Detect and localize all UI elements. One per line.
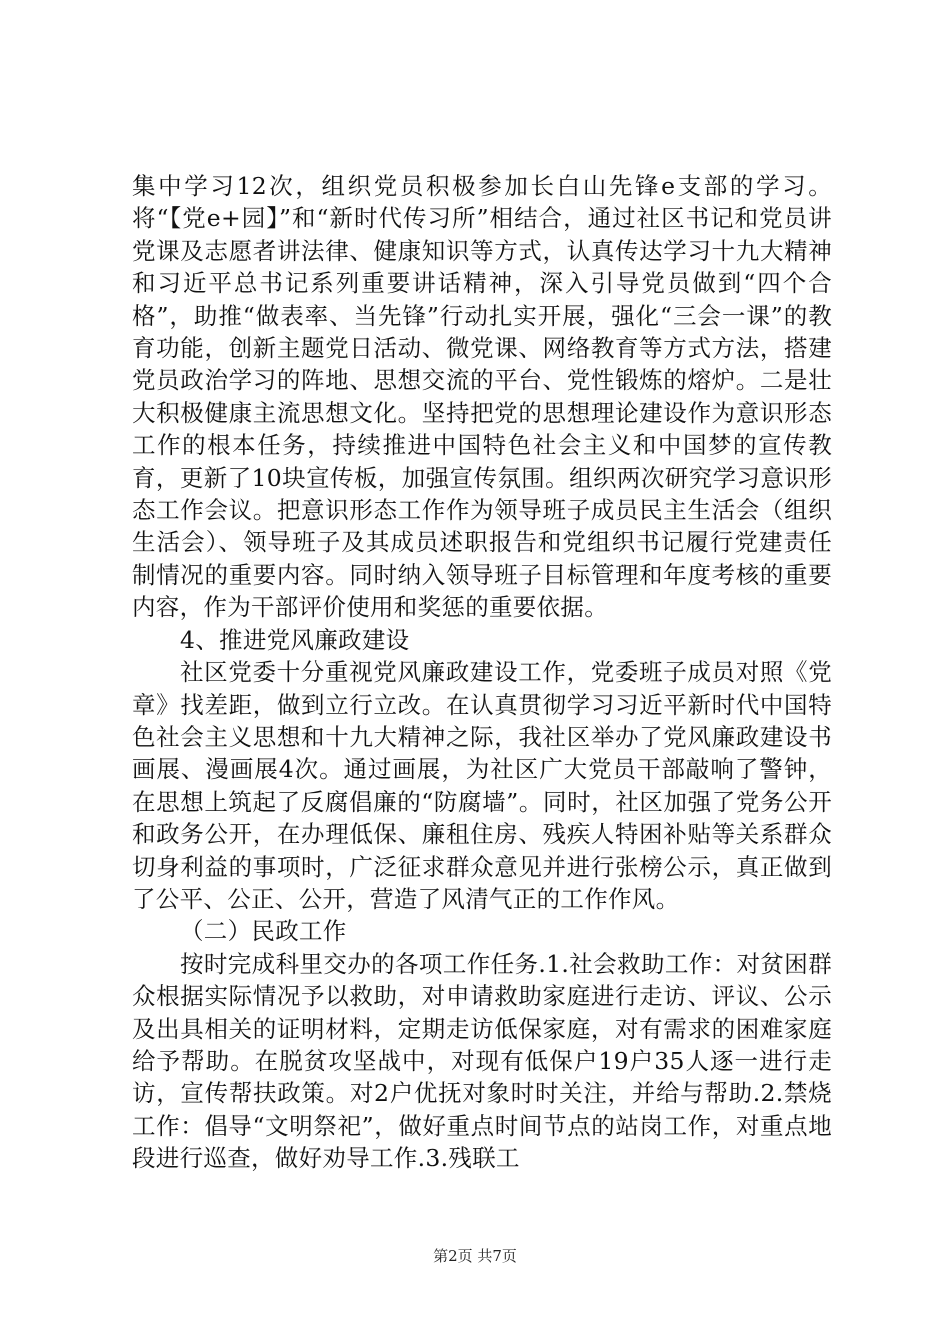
page-number-footer: 第2页 共7页 bbox=[433, 1247, 517, 1265]
paragraph-integrity-building: 社区党委十分重视党风廉政建设工作，党委班子成员对照《党章》找差距，做到立行立改。在认真贯彻学习习近平新时代中国特色社会主义思想和十九大精神之际，我社区举办了党风廉政建设书画展、漫画展4次。通过画展，为社区广大党员干部敲响了警钟，在思想上筑起了反腐倡廉的“防腐墙”。同时，社区加强了党务公开和政务公开，在办理低保、廉租住房、残疾人特困补贴等关系群众切身利益的事项时，广泛征求群众意见并进行张榜公示，真正做到了公平、公正、公开，营造了风清气正的工作作风。 bbox=[132, 658, 832, 913]
section-heading-integrity: 4、推进党风廉政建设 bbox=[180, 625, 410, 654]
section-heading-civil-affairs: （二）民政工作 bbox=[180, 917, 347, 946]
paragraph-study-and-ideology: 集中学习12次，组织党员积极参加长白山先锋e支部的学习。将“【党e+园】”和“新时代传习所”相结合，通过社区书记和党员讲党课及志愿者讲法律、健康知识等方式，认真传达学习十九大精神和习近平总书记系列重要讲话精神，深入引导党员做到“四个合格”，助推“做表率、当先锋”行动扎实开展，强化“三会一课”的教育功能，创新主题党日活动、微党课、网络教育等方式方法，搭建党员政治学习的阵地、思想交流的平台、党性锻炼的熔炉。二是壮大积极健康主流思想文化。坚持把党的思想理论建设作为意识形态工作的根本任务，持续推进中国特色社会主义和中国梦的宣传教育，更新了10块宣传板，加强宣传氛围。组织两次研究学习意识形态工作会议。把意识形态工作作为领导班子成员民主生活会（组织生活会）、领导班子及其成员述职报告和党组织书记履行党建责任制情况的重要内容。同时纳入领导班子目标管理和年度考核的重要内容，作为干部评价使用和奖惩的重要依据。 bbox=[132, 172, 832, 622]
paragraph-civil-affairs: 按时完成科里交办的各项工作任务.1.社会救助工作：对贫困群众根据实际情况予以救助，对申请救助家庭进行走访、评议、公示及出具相关的证明材料，定期走访低保家庭，对有需求的困难家庭给予帮助。在脱贫攻坚战中，对现有低保户19户35人逐一进行走访，宣传帮扶政策。对2户优抚对象时时关注，并给与帮助.2.禁烧工作：倡导“文明祭祀”，做好重点时间节点的站岗工作，对重点地段进行巡查，做好劝导工作.3.残联工 bbox=[132, 949, 832, 1173]
document-body bbox=[132, 170, 832, 1175]
